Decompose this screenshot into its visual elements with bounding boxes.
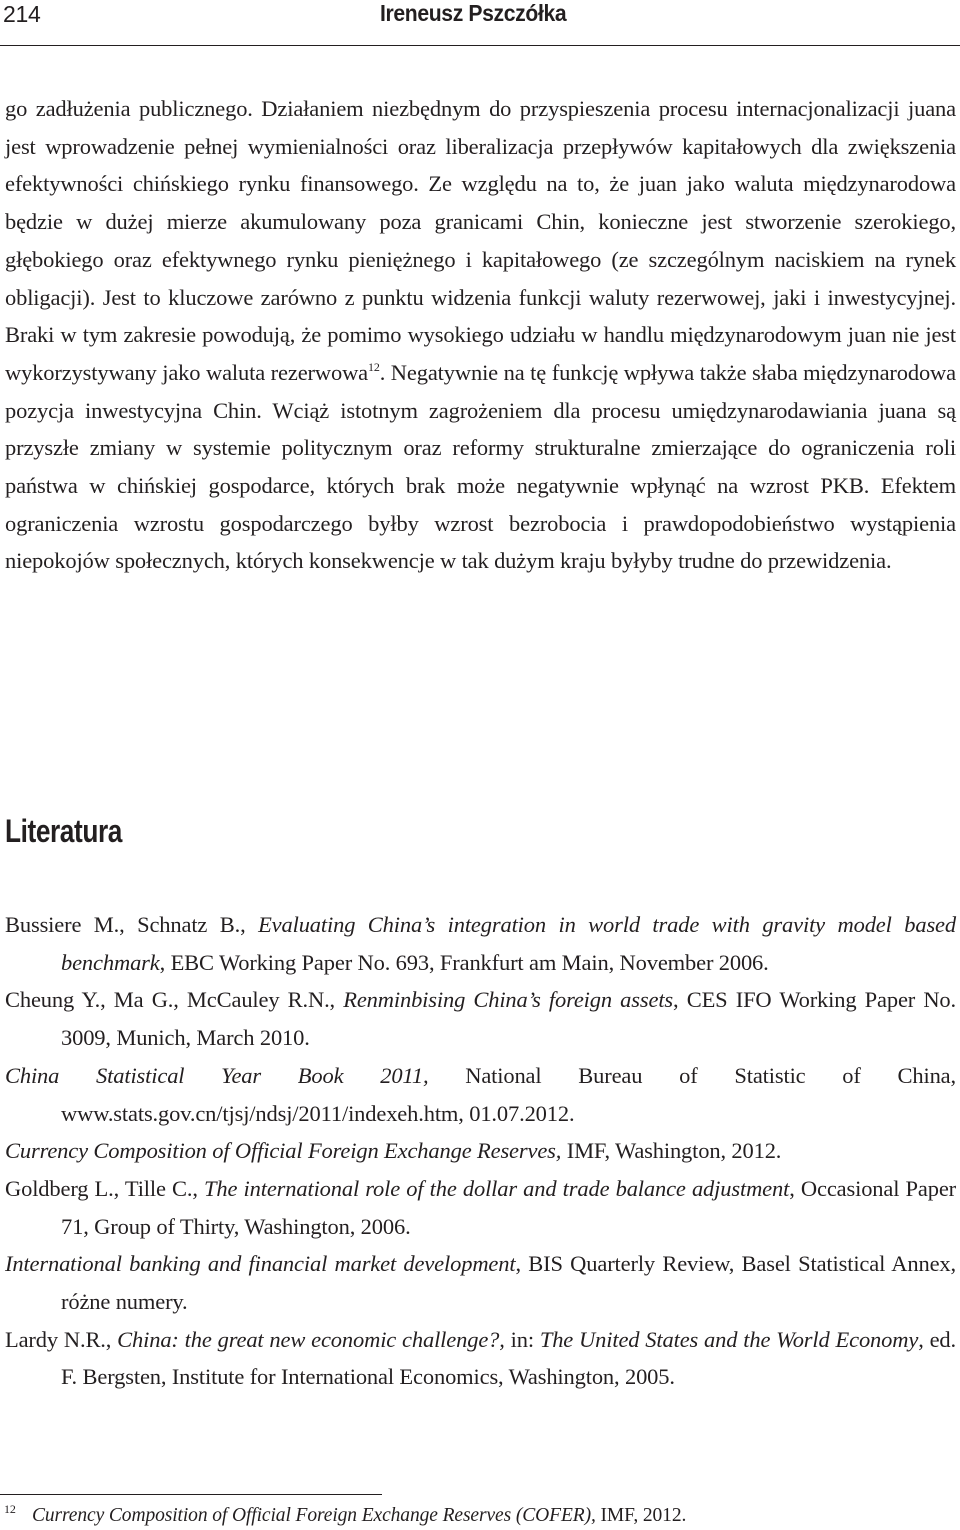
running-head-author: Ireneusz Pszczółka <box>380 0 567 26</box>
reference-details: , EBC Working Paper No. 693, Frankfurt am Main, November 2006. <box>159 949 769 975</box>
reference-item <box>5 1132 956 1170</box>
page-number: 214 <box>3 1 41 27</box>
reference-title: Currency Composition of Official Foreign Exchange Reserves, <box>5 1138 562 1164</box>
section-heading: Literatura <box>5 813 122 849</box>
reference-details: , Occasional Paper 71, Group of Thirty, Washington, 2006. <box>61 1175 957 1239</box>
footnote-details: IMF, 2012. <box>595 1504 687 1526</box>
reference-book-title: The United States and the World Economy <box>539 1326 919 1352</box>
footnote-rule <box>0 1494 382 1495</box>
reference-item <box>5 1057 956 1132</box>
reference-authors: Bussiere M., Schnatz B., <box>5 912 259 937</box>
reference-details: , ed. F. Bergsten, Institute for International Economics, Washington, 2005. <box>61 1326 956 1390</box>
reference-details: National Bureau of Statistic of China, www.stats.gov.cn/tjsj/ndsj/2011/indexeh.htm, 01.07.2012. <box>61 1062 956 1126</box>
reference-item <box>5 981 956 1056</box>
reference-details: IMF, Washington, 2012. <box>561 1138 782 1164</box>
footnote-title: Currency Composition of Official Foreign Exchange Reserves (COFER), <box>32 1504 596 1526</box>
reference-authors: Goldberg L., Tille C., <box>5 1175 205 1201</box>
reference-title: Evaluating China’s integration in world trade with gravity model based benchmark <box>61 912 956 975</box>
body-text-part-1: go zadłużenia publicznego. Działaniem niezbędnym do przyspieszenia procesu internacjonalizacji juana jest wprowadzenie pełnej wymienialności oraz liberalizacja przepływów kapitałowych dla zwiększenia efektywności chińskiego rynku finansowego. Ze względu na to, że juan jako waluta międzynarodowa będzie w dużej mierze akumulowany poza granicami Chin, konieczne jest stworzenie szerokiego, głębokiego oraz efektywnego rynku pieniężnego i kapitałowego (ze szczególnym naciskiem na rynek obligacji). Jest to kluczowe zarówno z punktu widzenia funkcji waluty rezerwowej, jaki i inwestycyjnej. Braki w tym zakresie powodują, że pomimo wysokiego udziału w handlu międzynarodowym juan nie jest wykorzystywany jako waluta rezerwowa <box>5 96 956 385</box>
reference-item <box>5 1245 956 1320</box>
body-text-part-2: . Negatywnie na tę funkcję wpływa także słaba międzynarodowa pozycja inwestycyjna Chin. Wciąż istotnym zagrożeniem dla procesu umiędzynarodawiania juana są przyszłe zmiany w systemie politycznym oraz reformy strukturalne zmierzające do ograniczenia roli państwa w chińskiej gospodarce, których brak może negatywnie wpłynąć na wzrost PKB. Efektem ograniczenia wzrostu gospodarczego byłby wzrost bezrobocia i prawdopodobieństwo wystąpienia niepokojów społecznych, których konsekwencje w tak dużym kraju byłyby trudne do przewidzenia. <box>5 359 956 574</box>
reference-item <box>5 1170 956 1245</box>
reference-title: China: the great new economic challenge?, <box>117 1326 505 1352</box>
reference-list <box>5 906 956 1396</box>
reference-details: in: <box>504 1326 540 1352</box>
reference-authors: Cheung Y., Ma G., McCauley R.N., <box>5 987 344 1013</box>
body-paragraph <box>5 90 956 580</box>
reference-details: , CES IFO Working Paper No. 3009, Munich, March 2010. <box>61 987 956 1051</box>
reference-title: Renminbising China’s foreign assets <box>343 987 674 1013</box>
reference-details: , BIS Quarterly Review, Basel Statistical Annex, różne numery. <box>61 1251 957 1315</box>
reference-item <box>5 906 956 981</box>
footnote-number: 12 <box>4 1502 16 1516</box>
reference-title: The international role of the dollar and trade balance adjustment <box>204 1175 790 1201</box>
reference-title: International banking and financial market development <box>5 1251 516 1277</box>
footnote-reference: 12 <box>368 359 380 374</box>
reference-authors: Lardy N.R., <box>5 1326 118 1352</box>
page-header <box>0 0 960 46</box>
reference-title: China Statistical Year Book 2011, <box>5 1062 429 1088</box>
header-rule <box>0 45 960 46</box>
footnote <box>4 1502 686 1527</box>
reference-item <box>5 1321 956 1396</box>
